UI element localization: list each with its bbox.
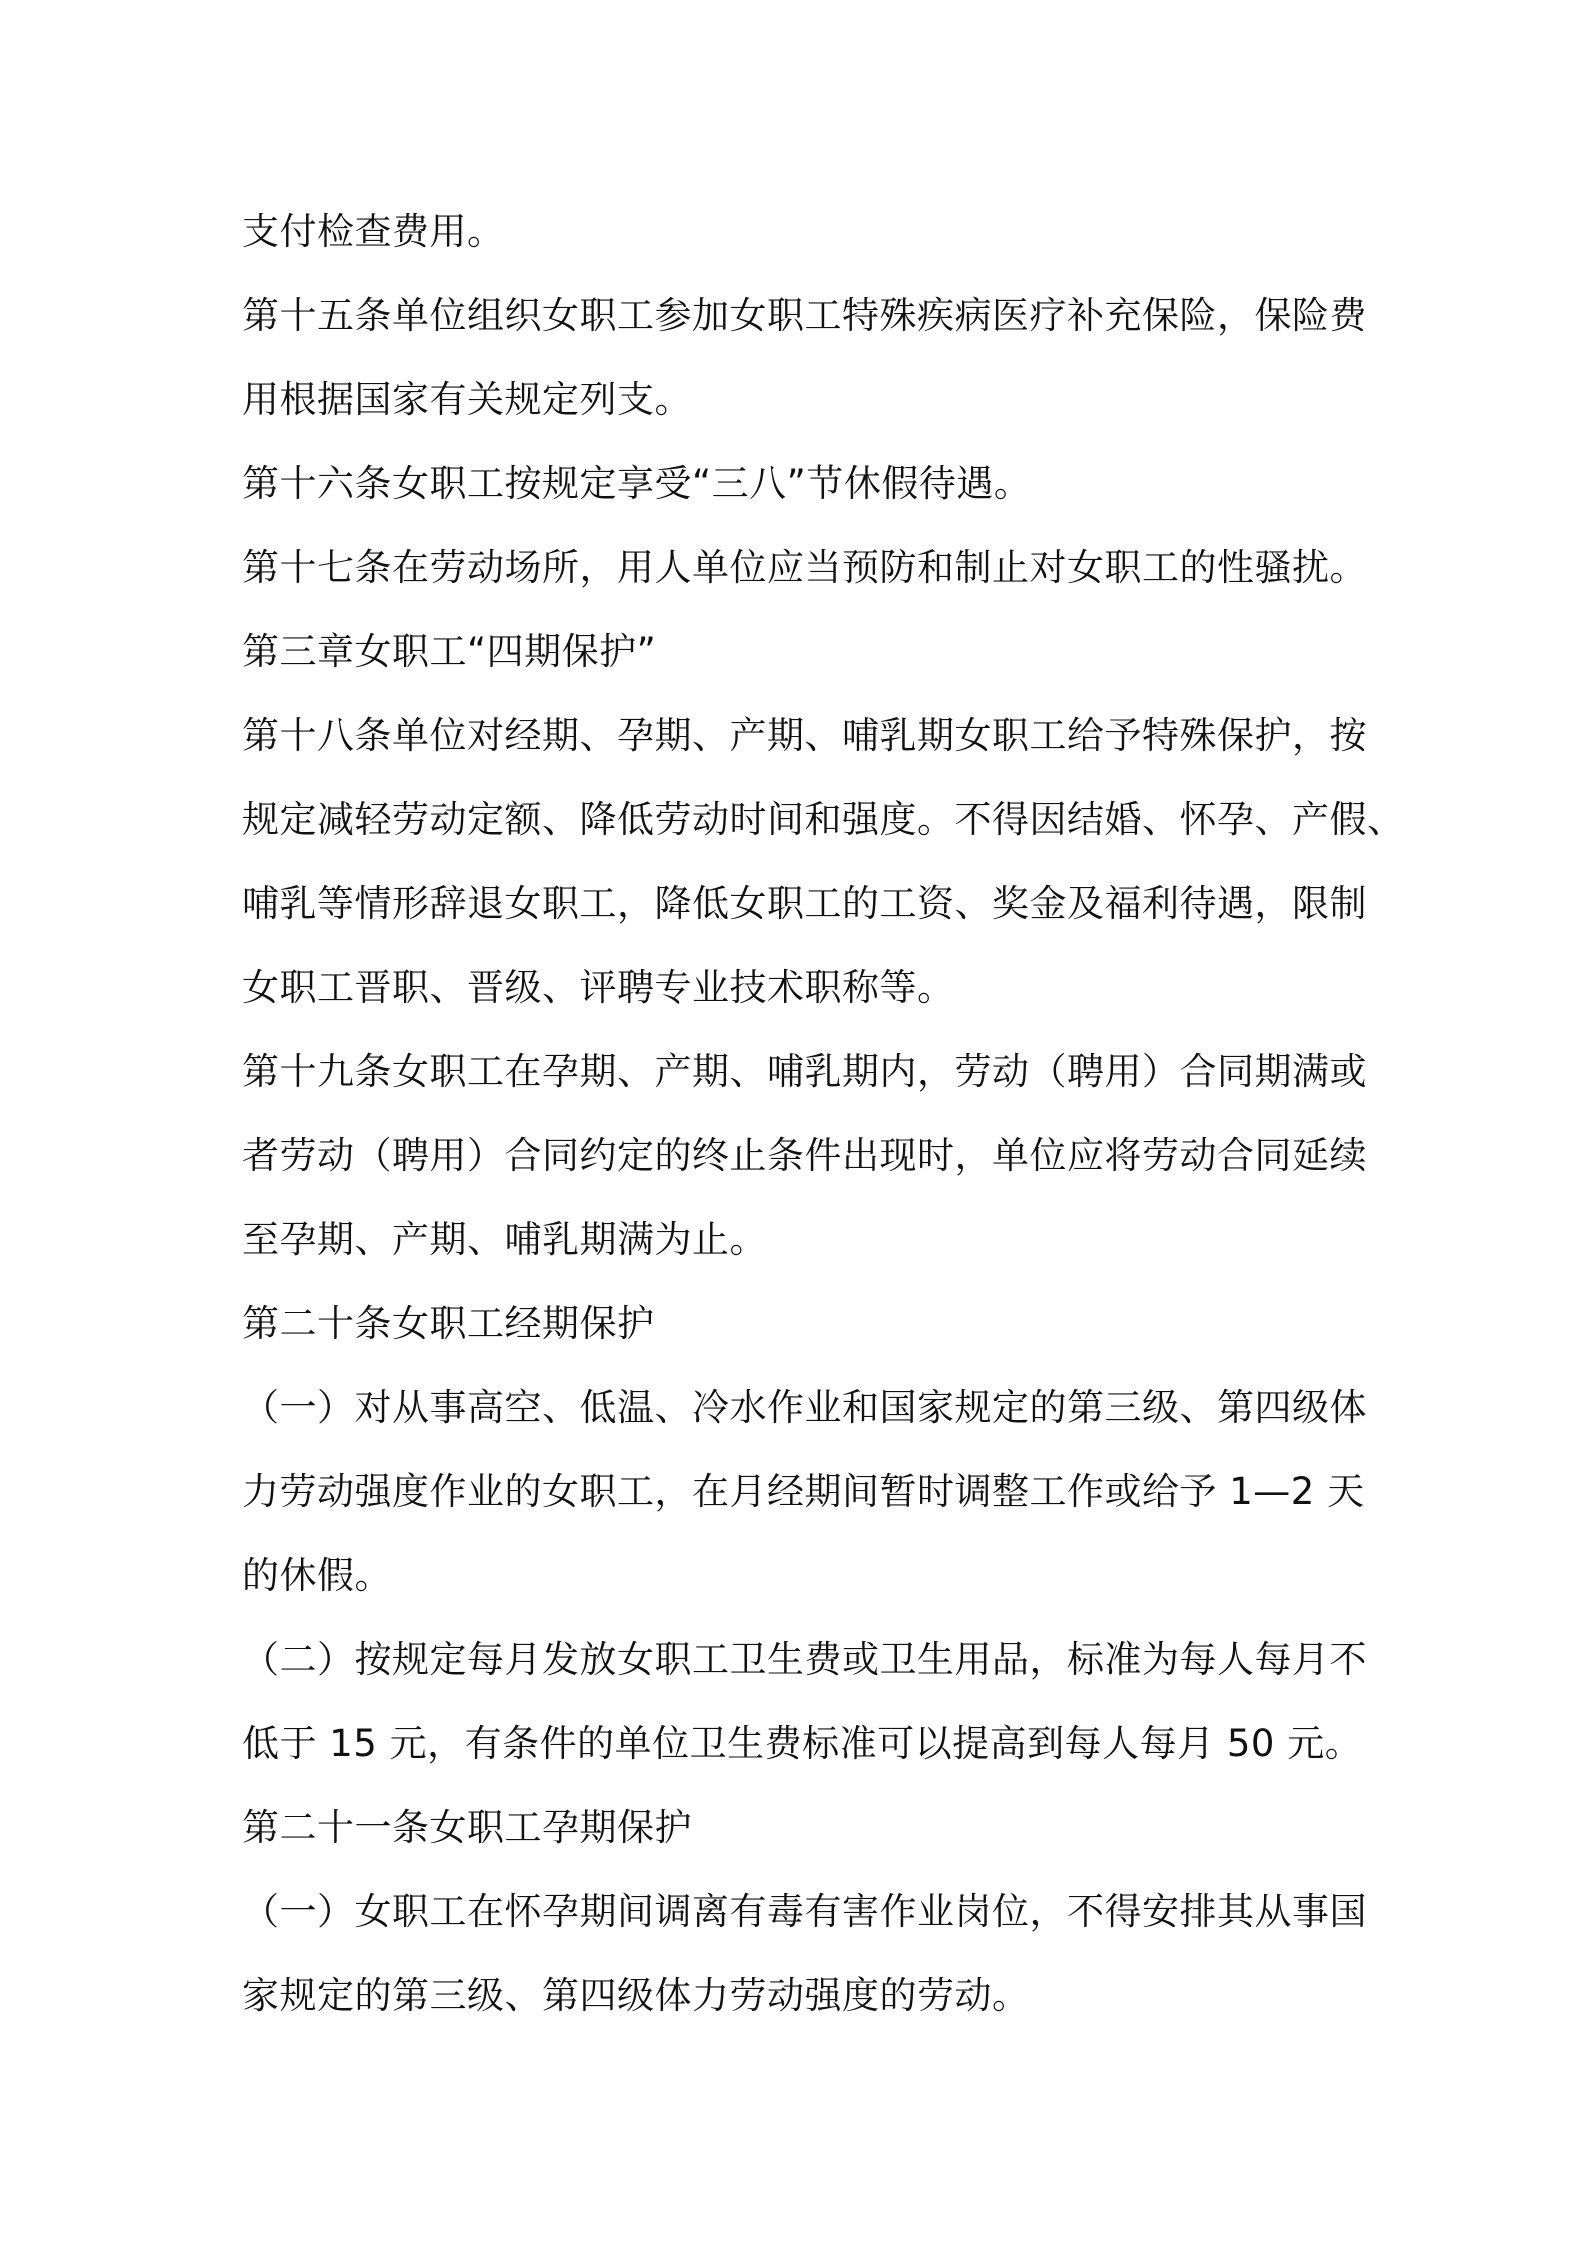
text-line: 低于 15 元，有条件的单位卫生费标准可以提高到每人每月 50 元。 [242, 1722, 1363, 1765]
text-line: 家规定的第三级、第四级体力劳动强度的劳动。 [242, 1974, 1030, 2017]
text-line: （二）按规定每月发放女职工卫生费或卫生用品，标准为每人每月不 [242, 1638, 1367, 1681]
text-line: 第十六条女职工按规定享受“三八”节休假待遇。 [242, 462, 1032, 505]
text-line: 用根据国家有关规定列支。 [242, 378, 692, 421]
text-line: （一）对从事高空、低温、冷水作业和国家规定的第三级、第四级体 [242, 1386, 1367, 1429]
text-line: 女职工晋职、晋级、评聘专业技术职称等。 [242, 966, 955, 1009]
text-line: （一）女职工在怀孕期间调离有毒有害作业岗位，不得安排其从事国 [242, 1890, 1367, 1933]
text-line: 力劳动强度作业的女职工，在月经期间暂时调整工作或给予 1—2 天 [242, 1470, 1365, 1513]
article-heading: 第二十条女职工经期保护 [242, 1302, 655, 1345]
text-line: 支付检查费用。 [242, 210, 505, 253]
document-body [242, 190, 1405, 2038]
text-line: 规定减轻劳动定额、降低劳动时间和强度。不得因结婚、怀孕、产假、 [242, 798, 1405, 841]
text-line: 的休假。 [242, 1554, 392, 1597]
article-heading: 第二十一条女职工孕期保护 [242, 1806, 692, 1849]
text-line: 第十九条女职工在孕期、产期、哺乳期内，劳动（聘用）合同期满或 [242, 1050, 1367, 1093]
text-line: 第十七条在劳动场所，用人单位应当预防和制止对女职工的性骚扰。 [242, 546, 1367, 589]
text-line: 至孕期、产期、哺乳期满为止。 [242, 1218, 767, 1261]
text-line: 第十八条单位对经期、孕期、产期、哺乳期女职工给予特殊保护，按 [242, 714, 1367, 757]
chapter-heading: 第三章女职工“四期保护” [242, 630, 657, 673]
text-line: 哺乳等情形辞退女职工，降低女职工的工资、奖金及福利待遇，限制 [242, 882, 1367, 925]
text-line: 者劳动（聘用）合同约定的终止条件出现时，单位应将劳动合同延续 [242, 1134, 1367, 1177]
text-line: 第十五条单位组织女职工参加女职工特殊疾病医疗补充保险，保险费 [242, 294, 1367, 337]
